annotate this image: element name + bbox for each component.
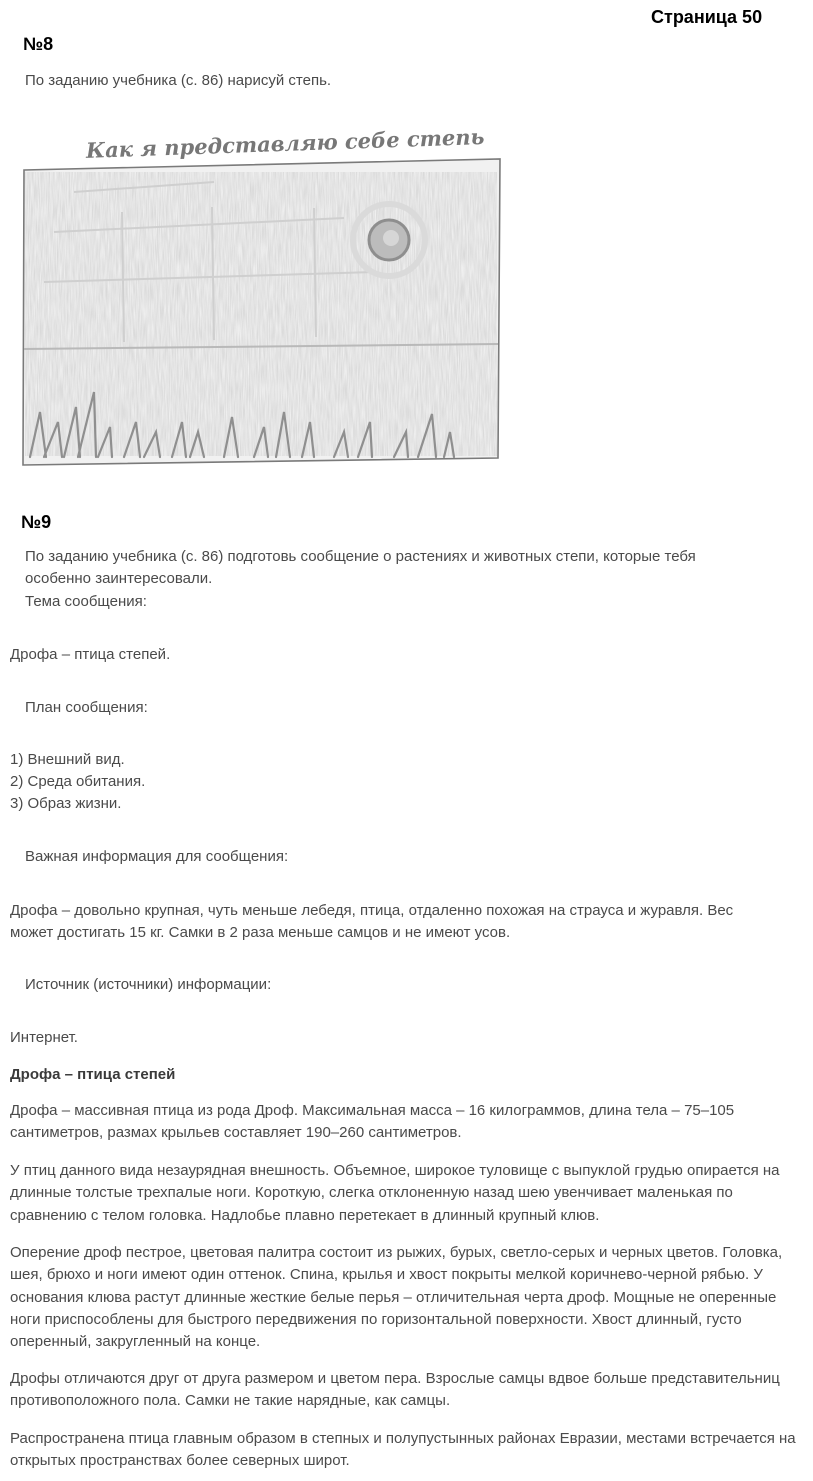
- task-9-instruction-line1: По заданию учебника (с. 86) подготовь сообщение о растениях и животных степи, которые тебя: [25, 548, 696, 565]
- topic-answer: Дрофа – птица степей.: [10, 646, 171, 663]
- article-paragraph: Дрофы отличаются друг от друга размером и цветом пера. Взрослые самцы вдвое больше представительниц противоположного пола. Самки не такие нарядные, как самцы.: [10, 1370, 780, 1410]
- source-label: Источник (источники) информации:: [25, 976, 272, 993]
- page-number: Страница 50: [651, 7, 763, 27]
- source-answer: Интернет.: [10, 1029, 78, 1046]
- task-9-instruction-line2: особенно заинтересовали.: [25, 570, 213, 587]
- info-text-line2: может достигать 15 кг. Самки в 2 раза меньше самцов и не имеют усов.: [10, 924, 511, 941]
- task-8-instruction: По заданию учебника (с. 86) нарисуй степь.: [25, 72, 332, 89]
- info-label: Важная информация для сообщения:: [25, 848, 289, 865]
- sky-shading: [25, 172, 497, 456]
- plan-item: 1) Внешний вид.: [10, 751, 125, 768]
- plan-item: 3) Образ жизни.: [10, 795, 122, 812]
- task-9-number: №9: [21, 512, 52, 532]
- drawing-caption: Как я представляю себе степь: [85, 123, 485, 163]
- plan-label: План сообщения:: [25, 699, 148, 716]
- plan-item: 2) Среда обитания.: [10, 773, 146, 790]
- task-8-number: №8: [23, 34, 54, 54]
- topic-label: Тема сообщения:: [25, 593, 147, 610]
- article-title: Дрофа – птица степей: [10, 1066, 176, 1083]
- article-paragraph: Дрофа – массивная птица из рода Дроф. Максимальная масса – 16 килограммов, длина тела – 75–105 сантиметров, размах крыльев составляет 190–260 сантиметров.: [10, 1102, 735, 1142]
- article-paragraph: Оперение дроф пестрое, цветовая палитра состоит из рыжих, бурых, светло-серых и черных цветов. Головка, шея, брюхо и ноги имеют один оттенок. Спина, крылья и хвост покрыты мелкой коричнево-черной рябью. У основания клюва растут длинные жесткие белые перья – отличительная черта дроф. Мощные не оперенные ноги приспособлены для быстрого передвижения по горизонтальной поверхности. Хвост длинный, густо оперенный, закругленный на конце.: [10, 1244, 783, 1351]
- steppe-drawing: [14, 122, 514, 482]
- article-paragraph: У птиц данного вида незаурядная внешность. Объемное, широкое туловище с выпуклой грудью опирается на длинные толстые трехпалые ноги. Короткую, слегка отклоненную назад шею увенчивает маленькая по сравнению с телом головка. Надлобье плавно перетекает в длинный крупный клюв.: [10, 1162, 780, 1224]
- info-text-line1: Дрофа – довольно крупная, чуть меньше лебедя, птица, отдаленно похожая на страуса и журавля. Вес: [10, 902, 734, 919]
- article-paragraph: Распространена птица главным образом в степных и полупустынных районах Евразии, местами встречается на открытых пространствах более северных широт.: [10, 1430, 796, 1470]
